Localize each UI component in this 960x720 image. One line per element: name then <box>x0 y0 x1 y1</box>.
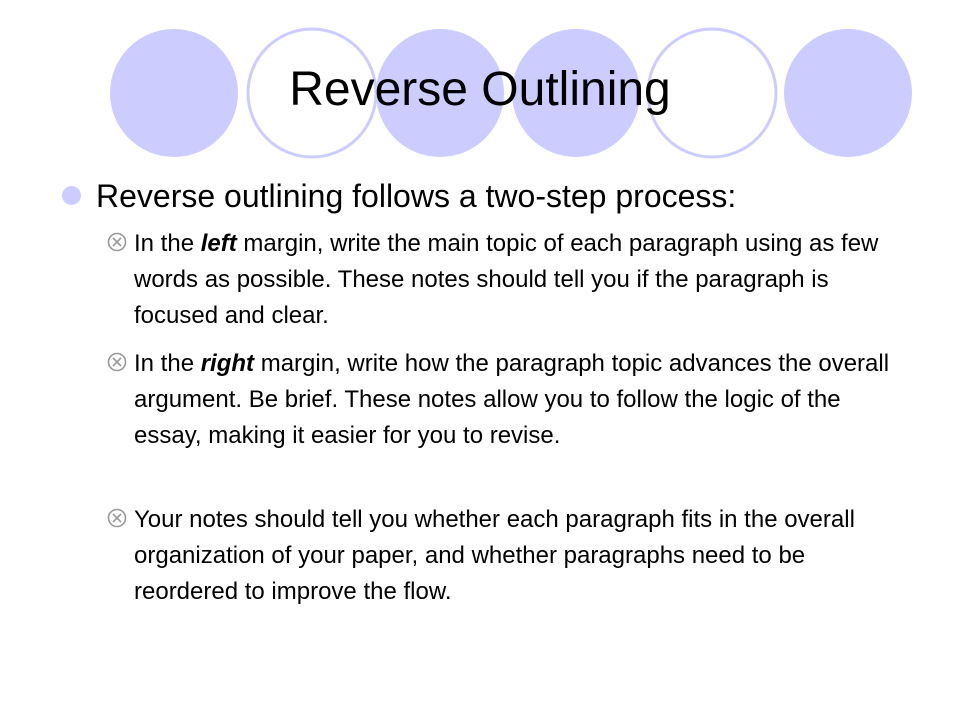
emphasis-left: left <box>200 230 237 257</box>
sub-item-text <box>134 346 906 454</box>
circled-x-icon <box>106 231 128 253</box>
circled-x-icon <box>106 351 128 373</box>
sub-item-left-margin <box>106 226 906 334</box>
main-bullet-dot <box>62 186 81 205</box>
main-bullet: Reverse outlining follows a two-step process: <box>96 178 737 214</box>
circled-x-icon <box>106 507 128 529</box>
sub-item-text-start: In the <box>134 350 201 377</box>
sub-item-text-end: margin, write how the paragraph topic advances the overall argument. Be brief. These notes allow you to follow the logic of the essay, making it easier for you to revise. <box>134 350 890 449</box>
sub-item-text: Your notes should tell you whether each paragraph fits in the overall organization of your paper, and whether paragraphs need to be reordered to improve the flow. <box>134 506 855 605</box>
sub-item-notes <box>106 502 906 610</box>
slide-title: Reverse Outlining <box>289 63 671 116</box>
sub-item-text-end: margin, write the main topic of each paragraph using as few words as possible. These notes should tell you if the paragraph is focused and clear. <box>134 230 879 329</box>
emphasis-right: right <box>200 350 255 377</box>
sub-item-text-start: In the <box>134 230 201 257</box>
sub-item-text <box>134 226 906 334</box>
sub-item-right-margin <box>106 346 906 454</box>
